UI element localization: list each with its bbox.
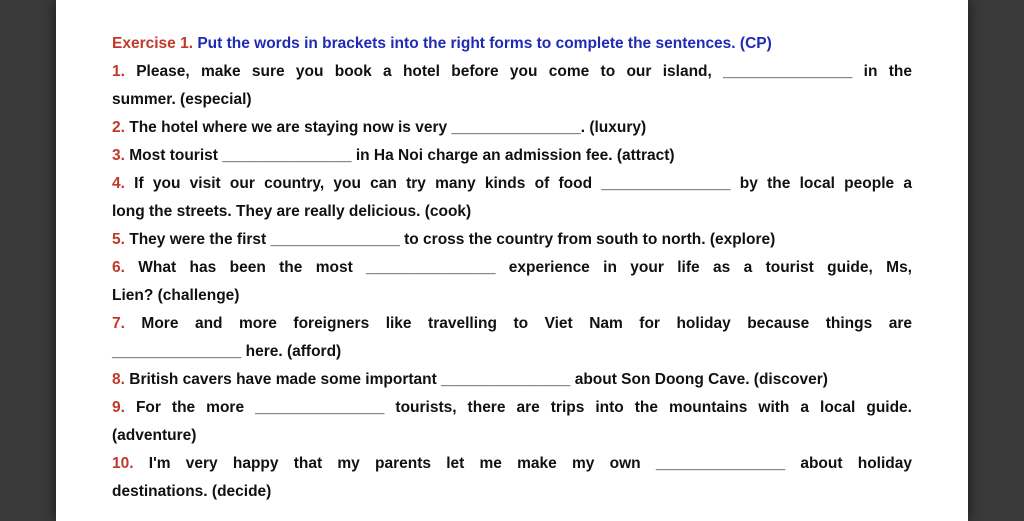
sentence-text: For the more _______________ tourists, there are trips into the mountains with a local guide. (124, 399, 912, 416)
sentence-number: 9. (112, 399, 125, 416)
exercise-label: Exercise 1. (112, 35, 194, 52)
worksheet-page (56, 0, 968, 521)
sentence-1-line-1 (112, 58, 912, 86)
sentence-7-line-2: _______________ here. (afford) (112, 343, 342, 360)
sentence-text: Please, make sure you book a hotel before you come to our island, _______________ in the (124, 63, 912, 80)
exercise-heading (112, 30, 912, 58)
sentence-6-line-1 (112, 254, 912, 282)
sentence-8-line-1 (112, 366, 912, 394)
exercise-content (112, 30, 912, 506)
sentence-number: 4. (112, 175, 125, 192)
sentence-number: 10. (112, 455, 134, 472)
sentence-number: 7. (112, 315, 125, 332)
sentence-4-line-2: long the streets. They are really delicious. (cook) (112, 203, 472, 220)
sentence-number: 5. (112, 231, 125, 248)
sentence-5-line-1 (112, 226, 912, 254)
sentence-number: 3. (112, 147, 125, 164)
sentence-number: 1. (112, 63, 125, 80)
exercise-instruction: Put the words in brackets into the right forms to complete the sentences. (CP) (193, 35, 772, 52)
sentence-number: 2. (112, 119, 125, 136)
sentence-text: The hotel where we are staying now is very _______________. (luxury) (124, 119, 647, 136)
sentence-text: More and more foreigners like travelling to Viet Nam for holiday because things are (124, 315, 912, 332)
sentence-text: I'm very happy that my parents let me make my own _______________ about holiday (133, 455, 912, 472)
sentence-3-line-1 (112, 142, 912, 170)
sentence-4-line-1 (112, 170, 912, 198)
sentence-1-line-2: summer. (especial) (112, 91, 252, 108)
sentence-6-line-2: Lien? (challenge) (112, 287, 240, 304)
sentence-text: If you visit our country, you can try many kinds of food _______________ by the local people a (124, 175, 912, 192)
sentence-2-line-1 (112, 114, 912, 142)
sentence-7-line-1 (112, 310, 912, 338)
sentence-text: British cavers have made some important _______________ about Son Doong Cave. (discover) (124, 371, 828, 388)
sentence-9-line-2: (adventure) (112, 427, 197, 444)
sentence-text: They were the first _______________ to cross the country from south to north. (explore) (124, 231, 776, 248)
sentence-10-line-1 (112, 450, 912, 478)
sentence-text: What has been the most _______________ experience in your life as a tourist guide, Ms, (124, 259, 912, 276)
sentence-number: 8. (112, 371, 125, 388)
sentence-9-line-1 (112, 394, 912, 422)
sentence-10-line-2: destinations. (decide) (112, 483, 272, 500)
sentence-text: Most tourist _______________ in Ha Noi charge an admission fee. (attract) (124, 147, 675, 164)
sentence-number: 6. (112, 259, 125, 276)
